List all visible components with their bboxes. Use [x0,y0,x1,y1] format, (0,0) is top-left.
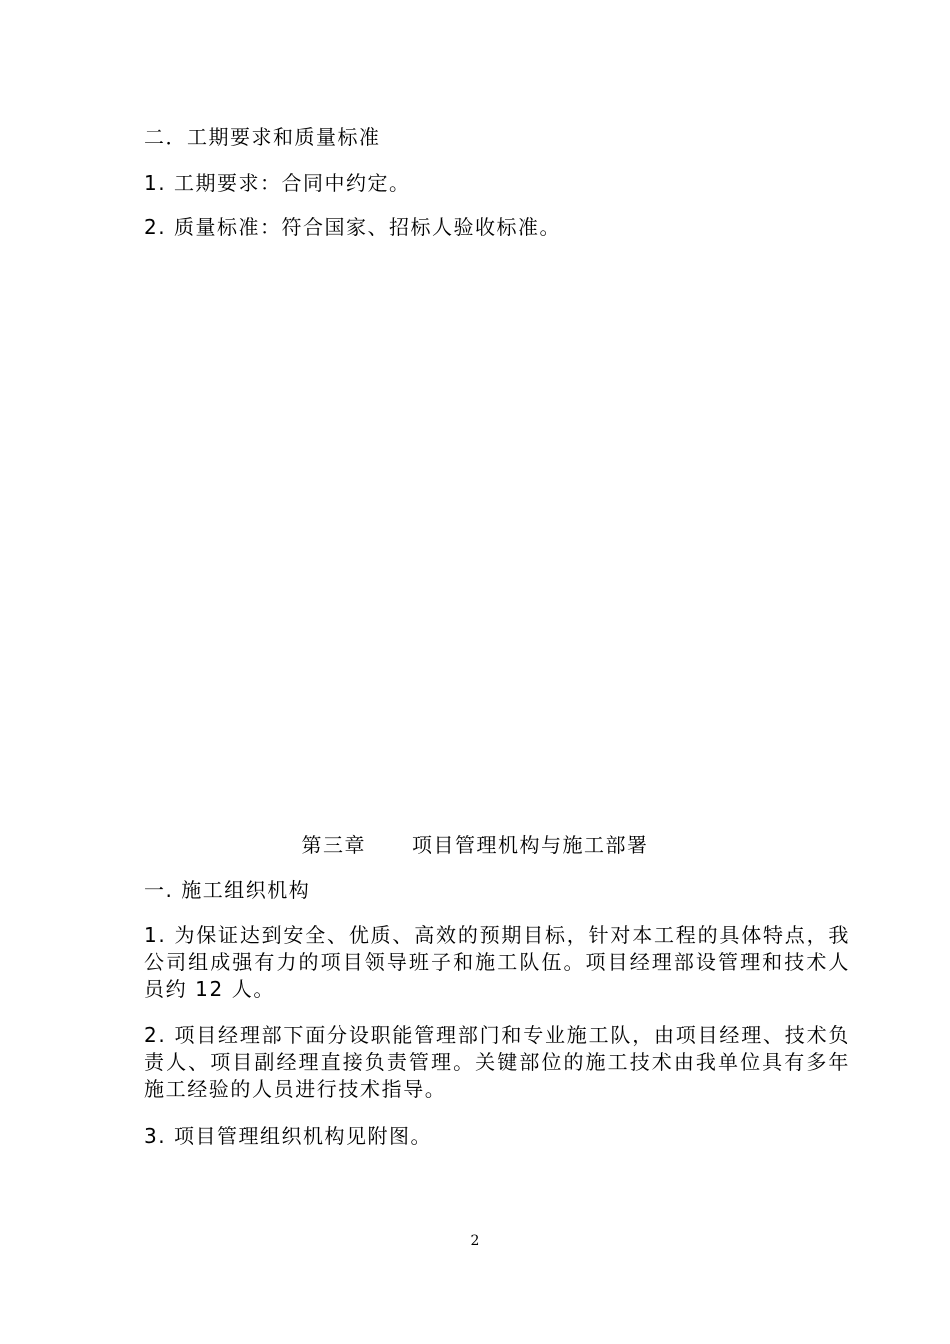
chapter-number: 第三章 [301,833,366,857]
quality-standard-item: 2. 质量标准：符合国家、招标人验收标准。 [144,215,561,239]
page-number: 2 [470,1233,480,1249]
organization-paragraph-1: 1. 为保证达到安全、优质、高效的预期目标，针对本工程的具体特点，我公司组成强有力的项目领导班子和施工队伍。项目经理部设管理和技术人员约 12 人。 [144,923,850,1001]
schedule-requirement-item: 1. 工期要求：合同中约定。 [144,171,411,195]
section-heading-organization: 一. 施工组织机构 [144,878,311,902]
organization-paragraph-2: 2. 项目经理部下面分设职能管理部门和专业施工队，由项目经理、技术负责人、项目副经理直接负责管理。关键部位的施工技术由我单位具有多年施工经验的人员进行技术指导。 [144,1023,850,1101]
section-heading-schedule-quality: 二．工期要求和质量标准 [144,125,381,149]
chapter-title: 项目管理机构与施工部署 [412,833,649,857]
chapter-heading [0,832,950,859]
organization-paragraph-3: 3. 项目管理组织机构见附图。 [144,1124,432,1148]
